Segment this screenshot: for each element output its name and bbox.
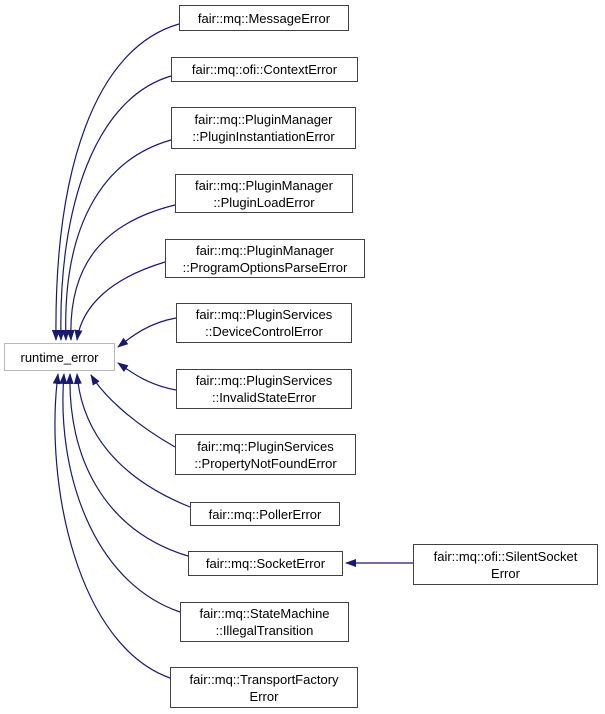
node-property-not-found-error[interactable] [175,434,356,475]
node-runtime-error [4,343,115,371]
node-plugin-instantiation-error[interactable] [171,107,356,149]
node-poller-error[interactable] [190,502,340,526]
edge-contexterror-runtimeerror [61,76,171,340]
edge-propertynotfounderror-runtimeerror [91,375,175,447]
node-label: fair::mq::StateMachine [199,606,330,621]
edge-socketerror-runtimeerror [70,374,188,556]
node-label: ::IllegalTransition [215,623,314,638]
node-fair-mq-ofi-context-error[interactable] [171,57,358,82]
node-plugin-load-error[interactable] [175,174,353,213]
node-label: ::InvalidStateError [211,390,317,405]
node-silent-socket-error[interactable] [413,544,598,585]
edge-invalidstateerror-runtimeerror [118,363,176,390]
node-label: ::PluginInstantiationError [192,129,335,144]
node-illegal-transition[interactable] [180,602,349,642]
edge-pollererror-runtimeerror [77,374,190,507]
node-label: fair::mq::PollerError [208,506,322,522]
node-device-control-error[interactable] [176,303,352,343]
node-invalid-state-error[interactable] [176,369,352,409]
node-label: fair::mq::PluginManager [194,177,333,193]
node-label: fair::mq::PluginManager [195,242,334,258]
node-fair-mq-message-error[interactable] [179,5,349,31]
node-transport-factory-error[interactable] [170,667,358,708]
node-label: fair::mq::ofi::ContextError [191,62,338,77]
edge-programoptionsparseerror-runtimeerror [77,262,165,340]
node-label: ::PluginLoadError [213,194,315,210]
edge-pluginloaderror-runtimeerror [71,205,175,340]
node-label: fair::mq::PluginManager [194,112,333,127]
edge-messageerror-runtimeerror [56,24,179,340]
node-label: fair::mq::PluginServices [195,307,333,322]
node-label: fair::mq::PluginServices [197,438,334,454]
node-label: fair::mq::ofi::SilentSocket [433,548,578,564]
node-program-options-parse-error[interactable] [165,239,365,278]
node-label: fair::mq::SocketError [205,556,326,571]
node-label: fair::mq::MessageError [197,10,331,26]
node-label: ::ProgramOptionsParseError [182,259,348,275]
node-label: ::PropertyNotFoundError [194,455,337,471]
node-socket-error[interactable] [188,551,343,576]
node-label: ::DeviceControlError [205,324,323,339]
node-label: fair::mq::TransportFactory [189,671,339,687]
node-label: Error [491,565,520,581]
edge-devicecontrolerror-runtimeerror [118,318,176,347]
edge-plugininstantiationerror-runtimeerror [66,140,171,340]
node-label: fair::mq::PluginServices [195,373,333,388]
node-label: runtime_error [20,349,99,365]
node-label: Error [249,688,279,704]
